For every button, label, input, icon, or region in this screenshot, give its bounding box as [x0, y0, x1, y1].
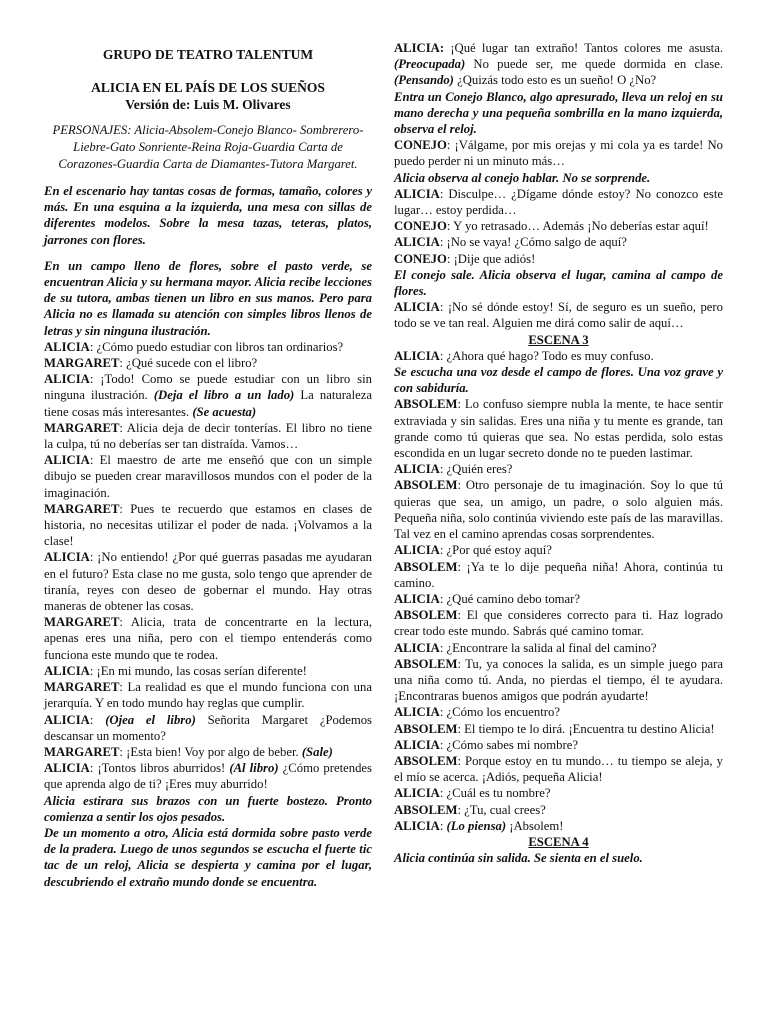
speaker-name: ALICIA: [394, 300, 440, 315]
dialogue-line: [394, 721, 723, 737]
dialogue-line: [394, 40, 723, 89]
speaker-name: ALICIA: [394, 818, 440, 833]
line-text: : Alicia deja de decir tonterías. El libro no tiene la culpa, tú no deberías ser tan distraída. Vamos…: [44, 420, 372, 452]
line-text: ¿Quizás todo esto es un sueño! O ¿No?: [453, 73, 657, 88]
dialogue-line: [44, 339, 372, 355]
speaker-name: CONEJO: [394, 219, 447, 234]
line-text: : ¿Tu, cual crees?: [457, 802, 546, 817]
dialogue-line: [44, 744, 372, 760]
dialogue-line: [394, 704, 723, 720]
inline-direction: (Ojea el libro): [105, 712, 196, 727]
dialogue-line: [394, 137, 723, 169]
speaker-name: ALICIA: [394, 640, 440, 655]
speaker-name: ALICIA: [394, 235, 440, 250]
line-text: ¡Absolem!: [506, 818, 564, 833]
line-text: : Disculpe… ¿Dígame dónde estoy? No conozco este lugar… estoy perdida…: [394, 186, 723, 218]
speaker-name: ALICIA: [394, 591, 440, 606]
line-text: Señorita Margaret ¿Podemos descansar un momento?: [44, 712, 372, 743]
speaker-name: ALICIA: [44, 339, 90, 354]
right-column: [394, 40, 723, 866]
dialogue-line: [44, 614, 372, 663]
speaker-name: ALICIA: [394, 186, 440, 201]
dialogue-line: [44, 452, 372, 501]
dialogue-line: [394, 477, 723, 542]
speaker-name: ALICIA: [44, 372, 90, 387]
stage-direction-rabbit: Entra un Conejo Blanco, algo apresurado, lleva un reloj en su mano derecha y una pequeña sombrilla en la mano izquierda, observa el reloj.: [394, 89, 723, 137]
dialogue-line: [44, 760, 372, 792]
dialogue-line: [394, 234, 723, 250]
scene-4-heading: ESCENA 4: [528, 834, 589, 849]
dialogue-block-1: [44, 339, 372, 793]
stage-direction-rabbit-leaves: El conejo sale. Alicia observa el lugar, camina al campo de flores.: [394, 267, 723, 299]
speaker-name: ALICIA: [394, 705, 440, 720]
line-text: : ¿Quién eres?: [439, 462, 513, 477]
stage-direction-final: Alicia continúa sin salida. Se sienta en el suelo.: [394, 851, 643, 866]
dialogue-line: [394, 640, 723, 656]
speaker-name: ABSOLEM: [394, 559, 458, 574]
line-text: :: [439, 818, 447, 833]
line-text: : ¿Cuál es tu nombre?: [439, 786, 551, 801]
dialogue-line: [394, 461, 723, 477]
line-text: : ¿Por qué estoy aquí?: [439, 543, 552, 558]
speaker-name: ALICIA:: [394, 41, 445, 55]
stage-direction-set: En el escenario hay tantas cosas de formas, tamaño, colores y más. En una esquina a la izquierda, una mesa con sillas de diferentes modelos. Sobre la mesa tazas, teteras, platos, jarrones con flores.: [44, 184, 372, 247]
dialogue-line: [394, 542, 723, 558]
speaker-name: MARGARET: [44, 501, 120, 516]
speaker-name: MARGARET: [44, 744, 120, 759]
line-text: No puede ser, me quede dormida en clase.: [465, 57, 723, 72]
cast-names: : Alicia-Absolem-Conejo Blanco- Sombrerero- Liebre-Gato Sonriente-Reina Roja-Guardia Carta de Corazones-Guardia Carta de Diamantes-Tutora Margaret.: [58, 123, 364, 171]
dialogue-line: [44, 355, 372, 371]
line-text: : ¿Ahora qué hago? Todo es muy confuso.: [439, 348, 654, 363]
stage-direction-dream: De un momento a otro, Alicia está dormida sobre pasto verde de la pradera. Luego de unos segundos se escucha el fuerte tic tac de un reloj, Alicia se despierta y camina por el lugar, descubriendo el extraño mundo donde se encuentra.: [44, 825, 372, 889]
speaker-name: MARGARET: [44, 615, 120, 630]
line-text: : ¡Tontos libros aburridos!: [89, 761, 230, 776]
line-text: : Pues te recuerdo que estamos en clases de historia, no necesitas utilizar el poder de nada. ¡Volvamos a la clase!: [44, 501, 372, 549]
dialogue-line: [394, 607, 723, 639]
dialogue-line: [394, 818, 723, 834]
line-text: : El que consideres correcto para ti. Haz logrado crear todo este mundo. Sabrás qué camino tomar.: [394, 608, 723, 639]
dialogue-line: [394, 785, 723, 801]
line-text: : ¿Encontrare la salida al final del camino?: [439, 640, 657, 655]
speaker-name: ABSOLEM: [394, 656, 458, 671]
dialogue-line: [44, 420, 372, 452]
speaker-name: CONEJO: [394, 138, 447, 153]
line-text: : Alicia, trata de concentrarte en la lectura, apenas eres una niña, pero con el tiempo entenderás como funciona este mundo que te rodea.: [44, 615, 372, 662]
line-text: : ¿Cómo sabes mi nombre?: [439, 737, 578, 752]
dialogue-line: [44, 679, 372, 711]
line-text: : Lo confuso siempre nubla la mente, te hace sentir extraviada y sin salidas. Eres una niña y tu mente es grande, tan grande como tú quieras que sea. No estas perdida, solo estas escondida en un lugar secreto donde no te pueden lastimar.: [394, 397, 723, 461]
line-text: : Tu, ya conoces la salida, es un simple juego para una niña como tú. Anda, no pierdas el tiempo, él te ayudara. ¡Encontraras buenos amigos que podrán ayudarte!: [394, 656, 723, 704]
line-text: :: [89, 712, 106, 727]
speaker-name: ALICIA: [44, 712, 90, 727]
inline-direction: (Deja el libro a un lado): [153, 388, 295, 403]
play-title: ALICIA EN EL PAÍS DE LOS SUEÑOS: [91, 80, 325, 95]
dialogue-line: [394, 299, 723, 331]
inline-direction: (Sale): [301, 744, 333, 759]
line-text: : ¿Qué camino debo tomar?: [439, 591, 581, 606]
inline-direction: (Pensando): [394, 73, 454, 88]
speaker-name: ABSOLEM: [394, 721, 458, 736]
speaker-name: ALICIA: [394, 543, 440, 558]
dialogue-block-7: [394, 396, 723, 833]
dialogue-line: [394, 186, 723, 218]
dialogue-line: [394, 251, 723, 267]
dialogue-line: [44, 501, 372, 550]
speaker-name: ALICIA: [44, 550, 90, 565]
dialogue-block-6: [394, 348, 723, 364]
stage-direction-field: En un campo lleno de flores, sobre el pasto verde, se encuentran Alicia y su hermana mayor. Alicia recibe lecciones de su tutora, ambas tienen un libro en sus manos. Pero para Alicia no es llamada su atención con simples libros llenos de letras y sin ninguna ilustración.: [44, 258, 372, 338]
speaker-name: ALICIA: [44, 663, 90, 678]
dialogue-line: [394, 753, 723, 785]
speaker-name: ALICIA: [394, 786, 440, 801]
line-text: : Otro personaje de tu imaginación. Soy lo que tú quieras que sea, un amigo, un padre, o solo alguien más. Pequeña niña, solo continúa viviendo este país de las maravillas. Tal vez en el camino aprendas cosas sorprendentes.: [394, 478, 723, 542]
cast-label: PERSONAJES: [52, 123, 128, 137]
dialogue-line: [394, 559, 723, 591]
dialogue-block-2: [394, 40, 723, 89]
stage-direction-voice: Se escucha una voz desde el campo de flores. Una voz grave y con sabiduría.: [394, 365, 723, 396]
line-text: ¡Qué lugar tan extraño! Tantos colores me asusta.: [444, 41, 723, 55]
cast-list: [44, 122, 372, 173]
speaker-name: ALICIA: [394, 462, 440, 477]
speaker-name: CONEJO: [394, 251, 447, 266]
line-text: : ¡Ya te lo dije pequeña niña! Ahora, continúa tu camino.: [394, 559, 723, 590]
line-text: : ¡Válgame, por mis orejas y mi cola ya es tarde! No puedo perder ni un minuto más…: [394, 138, 723, 169]
line-text: : ¡No entiendo! ¿Por qué guerras pasadas me ayudaran en el futuro? Esta clase no me gusta, solo tengo que aprender de tiranía, reyes con deseo de gobernar el mundo. Hay otras maneras de obtener las cosas.: [44, 550, 372, 614]
line-text: : ¡No se vaya! ¿Cómo salgo de aquí?: [439, 235, 627, 250]
line-text: : ¿Cómo los encuentro?: [439, 705, 560, 720]
dialogue-block-3: [394, 137, 723, 169]
speaker-name: MARGARET: [44, 420, 120, 435]
dialogue-line: [44, 371, 372, 420]
line-text: : ¡En mi mundo, las cosas serían diferente!: [89, 663, 307, 678]
dialogue-line: [394, 737, 723, 753]
dialogue-line: [394, 802, 723, 818]
line-text: : ¡Dije que adiós!: [446, 251, 536, 266]
line-text: : El tiempo te lo dirá. ¡Encuentra tu destino Alicia!: [457, 721, 715, 736]
line-text: : ¿Qué sucede con el libro?: [119, 356, 258, 371]
speaker-name: MARGARET: [44, 680, 120, 695]
dialogue-line: [394, 396, 723, 461]
line-text: : ¡Todo! Como se puede estudiar con un libro sin ninguna ilustración.: [44, 372, 372, 403]
line-text: : Porque estoy en tu mundo… tu tiempo se aleja, y el mío se acerca. ¡Adiós, pequeña Alicia!: [394, 753, 723, 785]
play-version: Versión de: Luis M. Olivares: [125, 97, 291, 112]
inline-direction: (Se acuesta): [192, 404, 257, 419]
group-name: GRUPO DE TEATRO TALENTUM: [102, 47, 314, 62]
line-text: : La realidad es que el mundo funciona con una jerarquía. Y en todo mundo hay reglas que cumplir.: [44, 680, 372, 711]
dialogue-line: [44, 712, 372, 744]
line-text: ¿Cómo pretendes que aprenda algo de ti? ¡Eres muy aburrido!: [44, 761, 372, 792]
speaker-name: ALICIA: [394, 737, 440, 752]
inline-direction: (Al libro): [229, 761, 279, 776]
dialogue-line: [394, 591, 723, 607]
dialogue-line: [44, 663, 372, 679]
speaker-name: ALICIA: [394, 348, 440, 363]
line-text: : ¡Esta bien! Voy por algo de beber.: [119, 744, 302, 759]
dialogue-line: [394, 656, 723, 705]
dialogue-line: [394, 218, 723, 234]
line-text: La naturaleza tiene cosas más interesantes.: [44, 388, 372, 419]
speaker-name: ABSOLEM: [394, 753, 458, 768]
speaker-name: ABSOLEM: [394, 802, 458, 817]
dialogue-block-4: [394, 186, 723, 267]
speaker-name: ABSOLEM: [394, 478, 458, 493]
line-text: : ¡No sé dónde estoy! Sí, de seguro es un sueño, pero todo se ve tan real. Alguien me dirá como salir de aquí…: [394, 300, 723, 331]
left-column: [44, 40, 372, 890]
dialogue-block-5: [394, 299, 723, 331]
speaker-name: ALICIA: [44, 453, 90, 468]
speaker-name: ABSOLEM: [394, 608, 458, 623]
inline-direction: (Lo piensa): [446, 818, 507, 833]
line-text: : El maestro de arte me enseñó que con un simple dibujo se pueden crear maravillosos mundos con el poder de la imaginación.: [44, 453, 372, 500]
stage-direction-observe: Alicia observa al conejo hablar. No se sorprende.: [394, 170, 651, 185]
line-text: : Y yo retrasado… Además ¡No deberías estar aquí!: [446, 219, 709, 234]
speaker-name: ABSOLEM: [394, 397, 458, 412]
line-text: : ¿Cómo puedo estudiar con libros tan ordinarios?: [89, 339, 344, 354]
dialogue-line: [394, 348, 723, 364]
dialogue-line: [44, 549, 372, 614]
stage-direction-yawn: Alicia estirara sus brazos con un fuerte bostezo. Pronto comienza a sentir los ojos pesados.: [44, 793, 372, 824]
inline-direction: (Preocupada): [394, 57, 466, 72]
scene-3-heading: ESCENA 3: [528, 332, 589, 347]
speaker-name: ALICIA: [44, 761, 90, 776]
speaker-name: MARGARET: [44, 356, 120, 371]
